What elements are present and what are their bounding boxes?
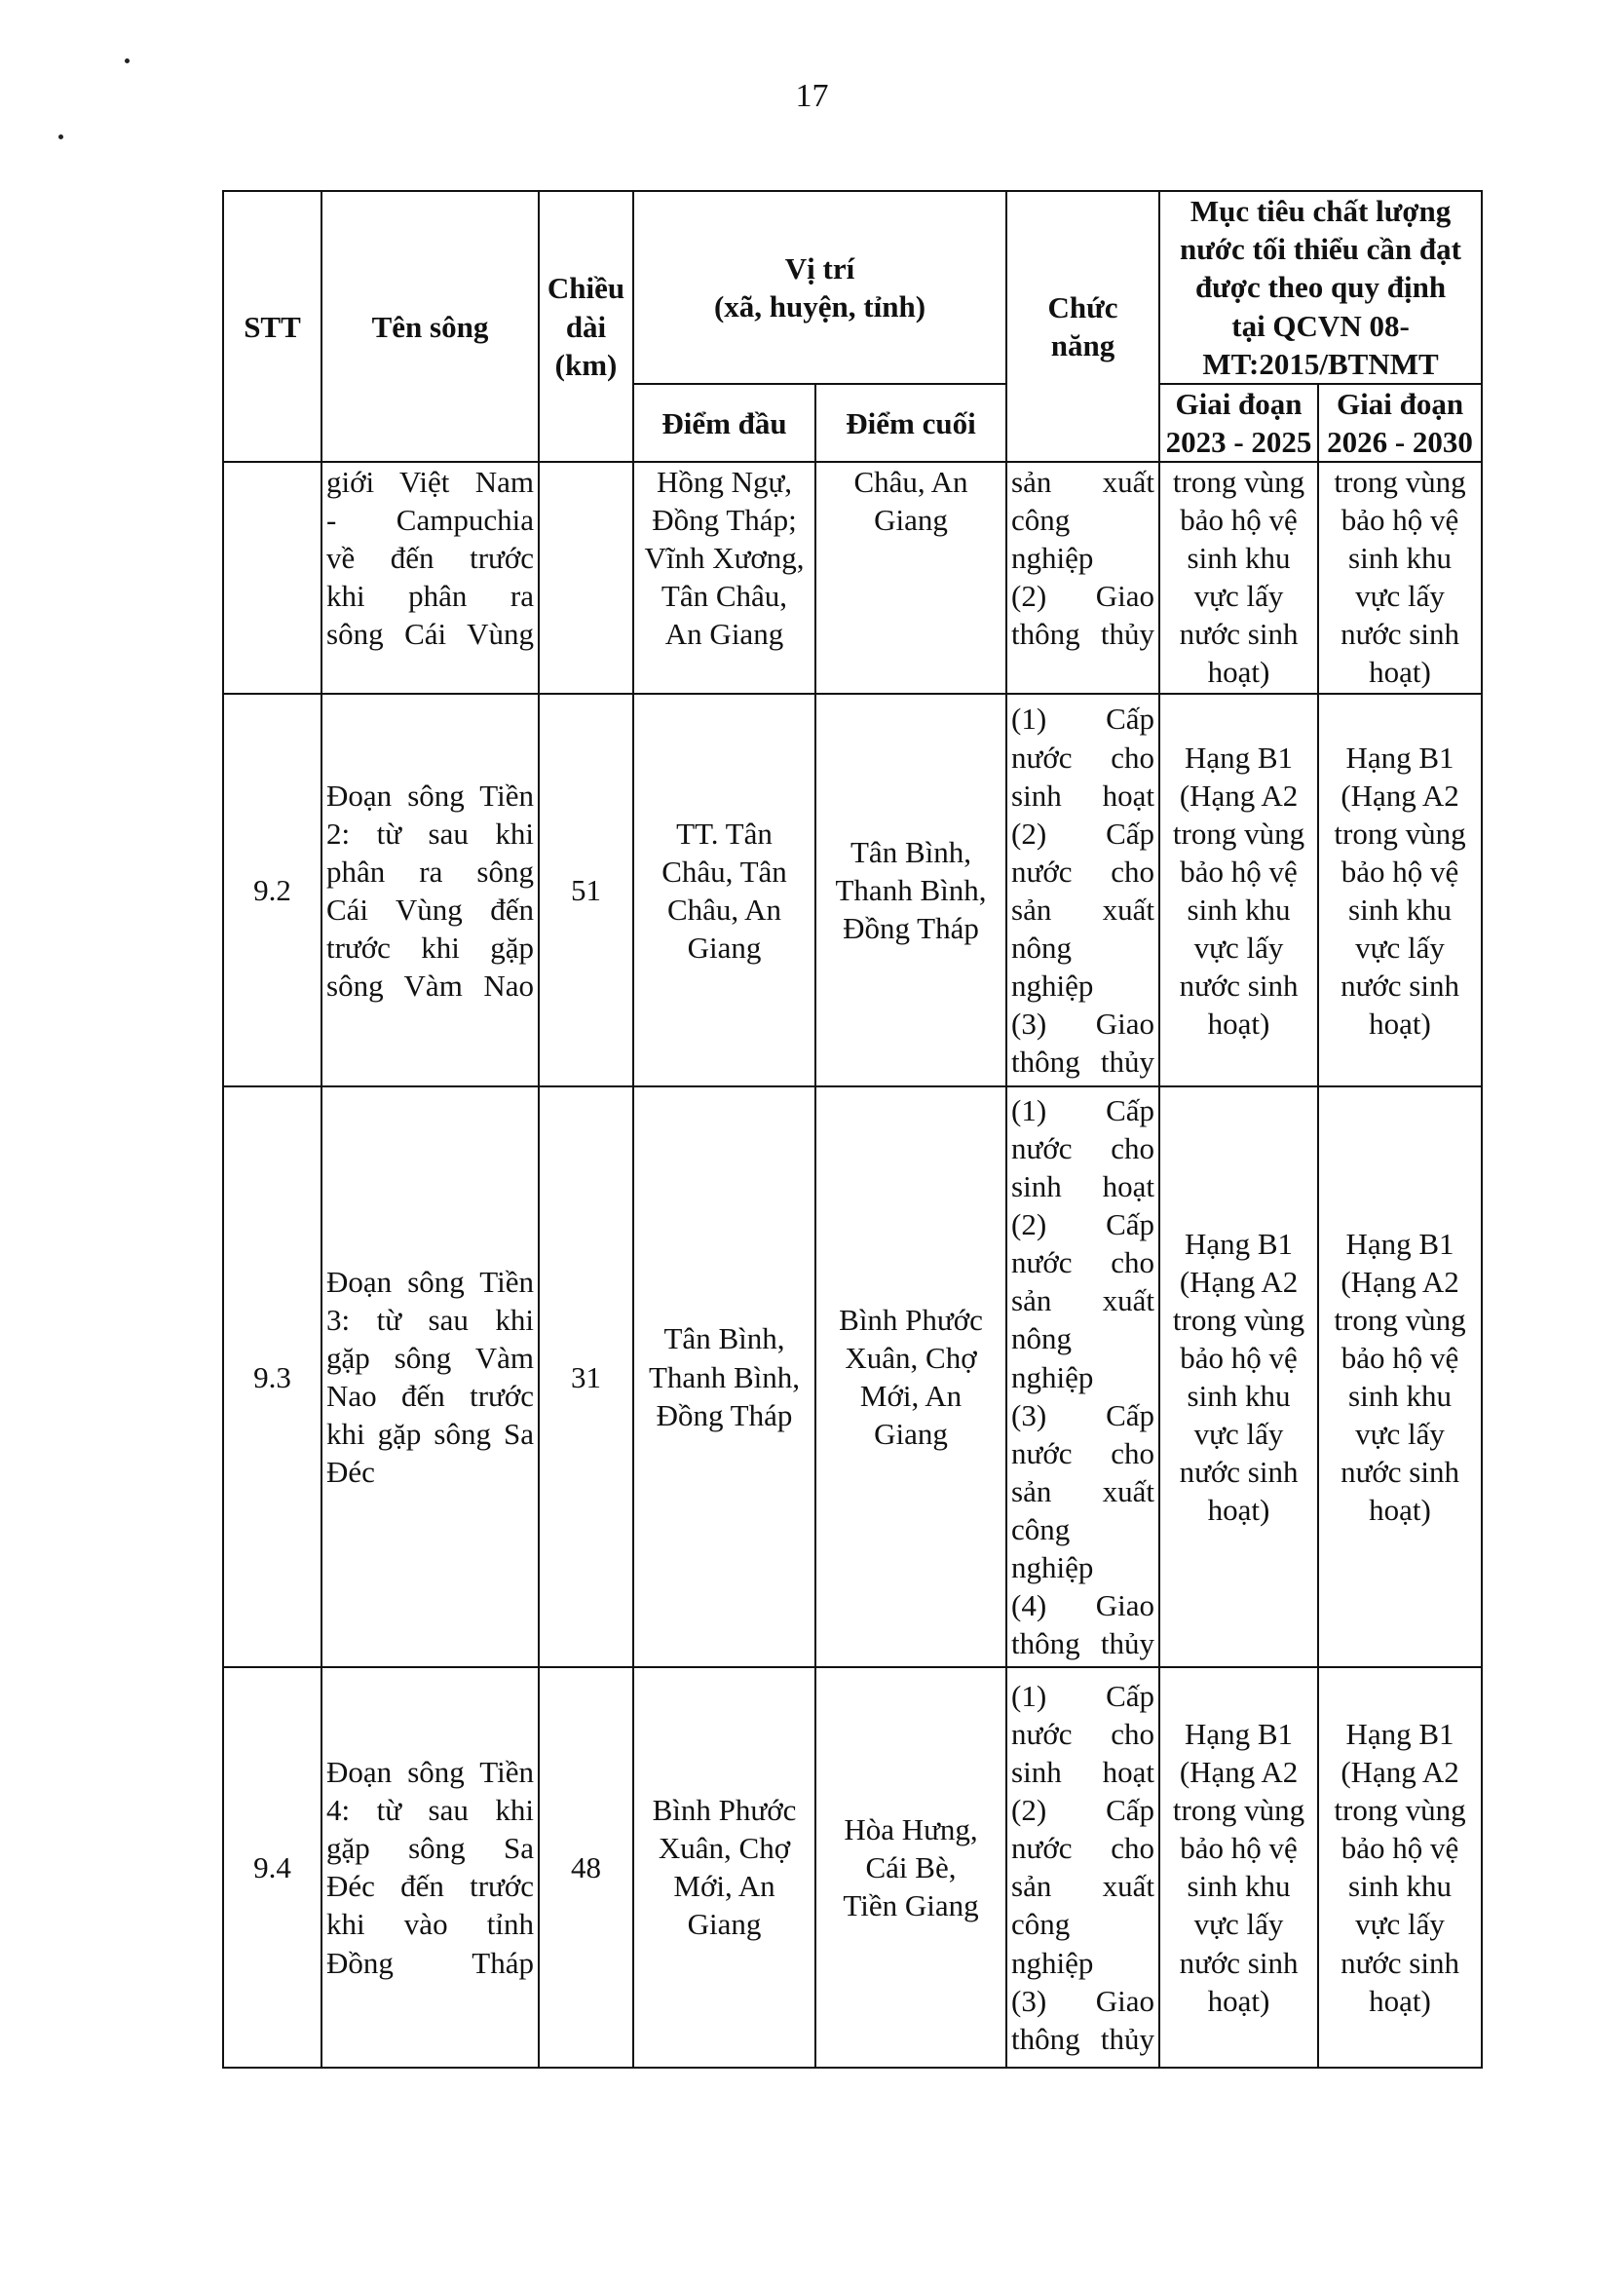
row-diem-cuoi: Tân Bình, Thanh Bình, Đồng Tháp xyxy=(815,694,1006,1086)
row-giai-doan-2: Hạng B1 (Hạng A2 trong vùng bảo hộ vệ sinh khu vực lấy nước sinh hoạt) xyxy=(1318,694,1482,1086)
row-ten-song: Đoạn sông Tiền 3: từ sau khi gặp sông Vàm Nao đến trước khi gặp sông Sa Đéc xyxy=(321,1086,539,1667)
row-stt: 9.4 xyxy=(223,1667,321,2068)
row-ten-song: Đoạn sông Tiền 2: từ sau khi phân ra sông Cái Vùng đến trước khi gặp sông Vàm Nao xyxy=(321,694,539,1086)
row-giai-doan-1: Hạng B1 (Hạng A2 trong vùng bảo hộ vệ sinh khu vực lấy nước sinh hoạt) xyxy=(1159,1667,1318,2068)
row-diem-dau: Tân Bình, Thanh Bình, Đồng Tháp xyxy=(633,1086,815,1667)
table-row xyxy=(223,1667,1482,2068)
row-chieu-dai xyxy=(539,462,633,694)
scan-speck xyxy=(58,134,63,139)
row-stt xyxy=(223,462,321,694)
row-diem-cuoi: Châu, An Giang xyxy=(815,462,1006,694)
header-stt: STT xyxy=(223,191,321,462)
scan-speck xyxy=(125,58,130,63)
row-chuc-nang: sản xuất công nghiệp (2) Giao thông thủy xyxy=(1006,462,1159,694)
header-ten-song: Tên sông xyxy=(321,191,539,462)
row-giai-doan-1: trong vùng bảo hộ vệ sinh khu vực lấy nước sinh hoạt) xyxy=(1159,462,1318,694)
row-chuc-nang: (1) Cấp nước cho sinh hoạt (2) Cấp nước cho sản xuất công nghiệp (3) Giao thông thủy xyxy=(1006,1667,1159,2068)
row-diem-cuoi: Hòa Hưng, Cái Bè, Tiền Giang xyxy=(815,1667,1006,2068)
row-chieu-dai: 48 xyxy=(539,1667,633,2068)
header-giai-doan-1: Giai đoạn 2023 - 2025 xyxy=(1159,384,1318,462)
row-giai-doan-1: Hạng B1 (Hạng A2 trong vùng bảo hộ vệ sinh khu vực lấy nước sinh hoạt) xyxy=(1159,1086,1318,1667)
row-giai-doan-2: Hạng B1 (Hạng A2 trong vùng bảo hộ vệ sinh khu vực lấy nước sinh hoạt) xyxy=(1318,1667,1482,2068)
row-ten-song: giới Việt Nam - Campuchia về đến trước khi phân ra sông Cái Vùng xyxy=(321,462,539,694)
water-quality-table xyxy=(222,190,1483,2069)
row-stt: 9.3 xyxy=(223,1086,321,1667)
header-diem-cuoi: Điểm cuối xyxy=(815,384,1006,462)
header-giai-doan-2: Giai đoạn 2026 - 2030 xyxy=(1318,384,1482,462)
row-diem-cuoi: Bình Phước Xuân, Chợ Mới, An Giang xyxy=(815,1086,1006,1667)
header-chieu-dai: Chiều dài (km) xyxy=(539,191,633,462)
header-muc-tieu: Mục tiêu chất lượng nước tối thiểu cần đạt được theo quy định tại QCVN 08- MT:2015/BTNMT xyxy=(1159,191,1482,384)
row-diem-dau: TT. Tân Châu, Tân Châu, An Giang xyxy=(633,694,815,1086)
row-chieu-dai: 51 xyxy=(539,694,633,1086)
row-diem-dau: Bình Phước Xuân, Chợ Mới, An Giang xyxy=(633,1667,815,2068)
header-diem-dau: Điểm đầu xyxy=(633,384,815,462)
table-row xyxy=(223,1086,1482,1667)
page-number: 17 xyxy=(795,78,829,114)
table-row xyxy=(223,694,1482,1086)
row-giai-doan-1: Hạng B1 (Hạng A2 trong vùng bảo hộ vệ sinh khu vực lấy nước sinh hoạt) xyxy=(1159,694,1318,1086)
header-vi-tri: Vị trí (xã, huyện, tỉnh) xyxy=(633,191,1006,384)
row-stt: 9.2 xyxy=(223,694,321,1086)
header-chuc-nang: Chức năng xyxy=(1006,191,1159,462)
row-chuc-nang: (1) Cấp nước cho sinh hoạt (2) Cấp nước cho sản xuất nông nghiệp (3) Giao thông thủy xyxy=(1006,694,1159,1086)
row-chuc-nang: (1) Cấp nước cho sinh hoạt (2) Cấp nước cho sản xuất nông nghiệp (3) Cấp nước cho sản xuất công nghiệp (4) Giao thông thủy xyxy=(1006,1086,1159,1667)
row-chieu-dai: 31 xyxy=(539,1086,633,1667)
table-row xyxy=(223,462,1482,694)
row-giai-doan-2: trong vùng bảo hộ vệ sinh khu vực lấy nước sinh hoạt) xyxy=(1318,462,1482,694)
row-ten-song: Đoạn sông Tiền 4: từ sau khi gặp sông Sa Đéc đến trước khi vào tỉnh Đồng Tháp xyxy=(321,1667,539,2068)
row-giai-doan-2: Hạng B1 (Hạng A2 trong vùng bảo hộ vệ sinh khu vực lấy nước sinh hoạt) xyxy=(1318,1086,1482,1667)
row-diem-dau: Hồng Ngự, Đồng Tháp; Vĩnh Xương, Tân Châu, An Giang xyxy=(633,462,815,694)
